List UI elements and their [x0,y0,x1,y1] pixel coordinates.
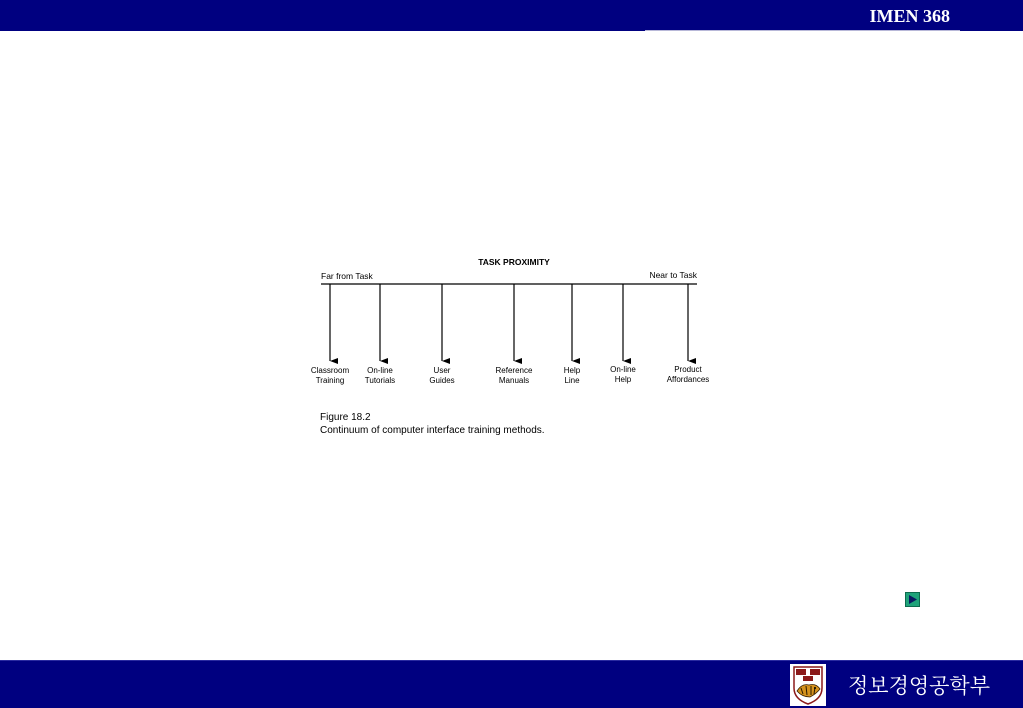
method-label-line2: Affordances [666,375,710,384]
method-label-line2: Manuals [498,376,530,385]
method-label-line1: On-line [610,365,636,374]
footer-divider [0,660,1023,661]
method-label-line1: Help [563,366,581,375]
play-triangle-icon [906,593,919,606]
department-name: 정보경영공학부 [848,674,991,698]
method-label-line1: Classroom [310,366,350,375]
method-label-line1: On-line [367,366,393,375]
method-label-line2: Tutorials [364,376,396,385]
diagram-canvas [300,248,720,393]
figure-caption [320,411,545,437]
method-label-line2: Help [614,375,632,384]
header-divider [645,30,960,31]
method-label-line1: User [433,366,451,375]
task-proximity-diagram [300,248,720,393]
diagram-title: TASK PROXIMITY [478,257,550,267]
figure-number: Figure 18.2 [320,412,371,423]
near-to-task-label: Near to Task [649,270,697,280]
next-slide-button[interactable] [905,592,920,607]
university-shield-tiger-icon [790,664,826,706]
far-from-task-label: Far from Task [321,271,373,281]
figure-description: Continuum of computer interface training methods. [320,425,545,436]
method-label-line1: Reference [495,366,533,375]
method-label-line1: Product [674,365,702,374]
method-label-line2: Guides [429,376,455,385]
method-label-line2: Training [315,376,345,385]
course-code: IMEN 368 [869,6,950,26]
header-bar [0,0,1023,31]
method-label-line2: Line [564,376,580,385]
